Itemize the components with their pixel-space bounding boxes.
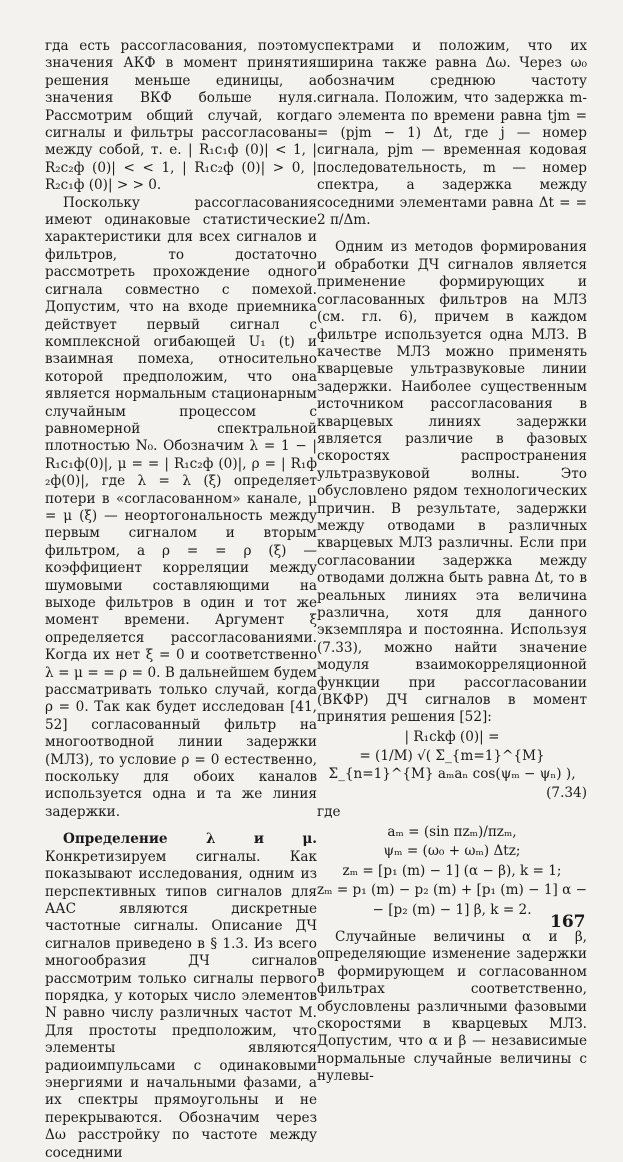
equation-line: ψₘ = (ω₀ + ωₘ) Δtz; [383,843,521,860]
paragraph-definition [45,831,317,1162]
paragraph: Одним из методов формирования и обработки ДЧ сигналов является применение формирующих и согласованных фильтров на МЛЗ (см. гл. 6), причем в каждом фильтре используется одна МЛЗ. В качестве МЛЗ можно применять кварцевые ультразвуковые линии задержки. Наиболее существенным источником рассогласования в кварцевых линиях задержки является различие в фазовых скоростях распространения ультразвуковой волны. Это обусловлено рядом технологических причин. В результате, задержки между отводами в различных кварцевых МЛЗ различны. Если при согласовании задержка между отводами должна быть равна Δt, то в реальных линиях эта величина различна, хотя для данного экземпляра и постоянна. Используя (7.33), можно найти значение модуля взаимокорреляционной функции при рассогласовании (ВКФР) ДЧ сигналов в момент принятия решения [52]: [317,239,587,726]
paragraph: спектрами и положим, что их ширина также равна Δω. Через ω₀ обозначим среднюю частоту сигнала. Положим, что задержка m-го элемента по времени равна tjm = = (pjm − 1) Δt, где j — номер сигнала, pjm — временная кодовая последовательность, m — номер спектра, а задержка между соседними элементами равна Δt = = 2 π/Δm. [317,38,587,229]
equation-line: − [p₂ (m) − 1] β, k = 2. [372,901,532,918]
paragraph: Случайные величины α и β, определяющие изменение задержки в формирующем и согласованном фильтрах соответственно, обусловлены различными фазовыми скоростями в кварцевых МЛЗ. Допустим, что α и β — независимые нормальные случайные величины с нулевы- [317,928,587,1085]
paragraph: гда есть рассогласования, поэтому значения АКФ в момент принятия решения меньше единицы, а значения ВКФ больше нуля. Рассмотрим общий случай, когда сигналы и фильтры рассогласованы между собой, т. е. | R₁c₁ф (0)| < 1, | R₂c₂ф (0)| < < 1, | R₁c₂ф (0)| > 0, | R₂c₁ф (0)| > > 0. [45,38,317,194]
paragraph-text: Конкретизируем сигналы. Как показывают исследования, одним из перспективных типов сигналов для ААС являются дискретные частотные сигналы. Описание ДЧ сигналов приведено в § 1.3. Из всего многообразия ДЧ сигналов рассмотрим только сигналы первого порядка, у которых число элементов N равно числу различных частот M. Для простоты предположим, что элементы являются радиоимпульсами с одинаковыми энергиями и начальными фазами, а их спектры прямоугольны и не перекрываются. Обозначим через Δω расстройку по частоте между соседними [45,848,317,1161]
equation-main: = (1/M) √( Σ_{m=1}^{M} Σ_{n=1}^{M} aₘaₙ cos(ψₘ − ψₙ) ), [328,748,576,782]
right-column [317,38,587,1086]
section-run-in-heading: Определение λ и μ. [63,831,317,848]
paragraph: Поскольку рассогласования имеют одинаковые статистические характеристики для всех сигналов и фильтров, то достаточно рассмотреть прохождение одного сигнала совместно с помехой. Допустим, что на входе приемника действует первый сигнал с комплексной огибающей U₁ (t) и взаимная помеха, относительно которой предположим, что она является нормальным стационарным случайным процессом с равномерной спектральной плотностью N₀. Обозначим λ = 1 − | R₁c₁ф(0)|, μ = = | R₁c₂ф (0)|, ρ = | R₁ф ₂ф(0)|, где λ = λ (ξ) определяет потери в «согласованном» канале, μ = μ (ξ) — неортогональность между первым сигналом и вторым фильтром, а ρ = = ρ (ξ) — коэффициент корреляции между шумовыми составляющими на выходе фильтров в один и тот же момент времени. Аргумент ξ определяется рассогласованиями. Когда их нет ξ = 0 и соответственно λ = μ = = ρ = 0. В дальнейшем будем рассматривать только случай, когда ρ = 0. Так как будет исследован [41, 52] согласованный фильтр на многоотводной линии задержки (МЛЗ), то условие ρ = 0 естественно, поскольку для обоих каналов используется одна и та же линия задержки. [45,194,317,820]
equation-number: (7.34) [546,785,587,802]
equation-line: aₘ = (sin πzₘ)/πzₘ, [387,823,517,840]
where-word: где [317,804,341,821]
page-number: 167 [550,912,586,932]
left-column [45,38,317,1162]
equation-line: zₘ = [p₁ (m) − 1] (α − β), k = 1; [342,862,562,879]
equation-line: | R₁ckф (0)| = [404,728,500,745]
equation-line: zₘ = p₁ (m) − p₂ (m) + [p₁ (m) − 1] α − [317,882,588,899]
